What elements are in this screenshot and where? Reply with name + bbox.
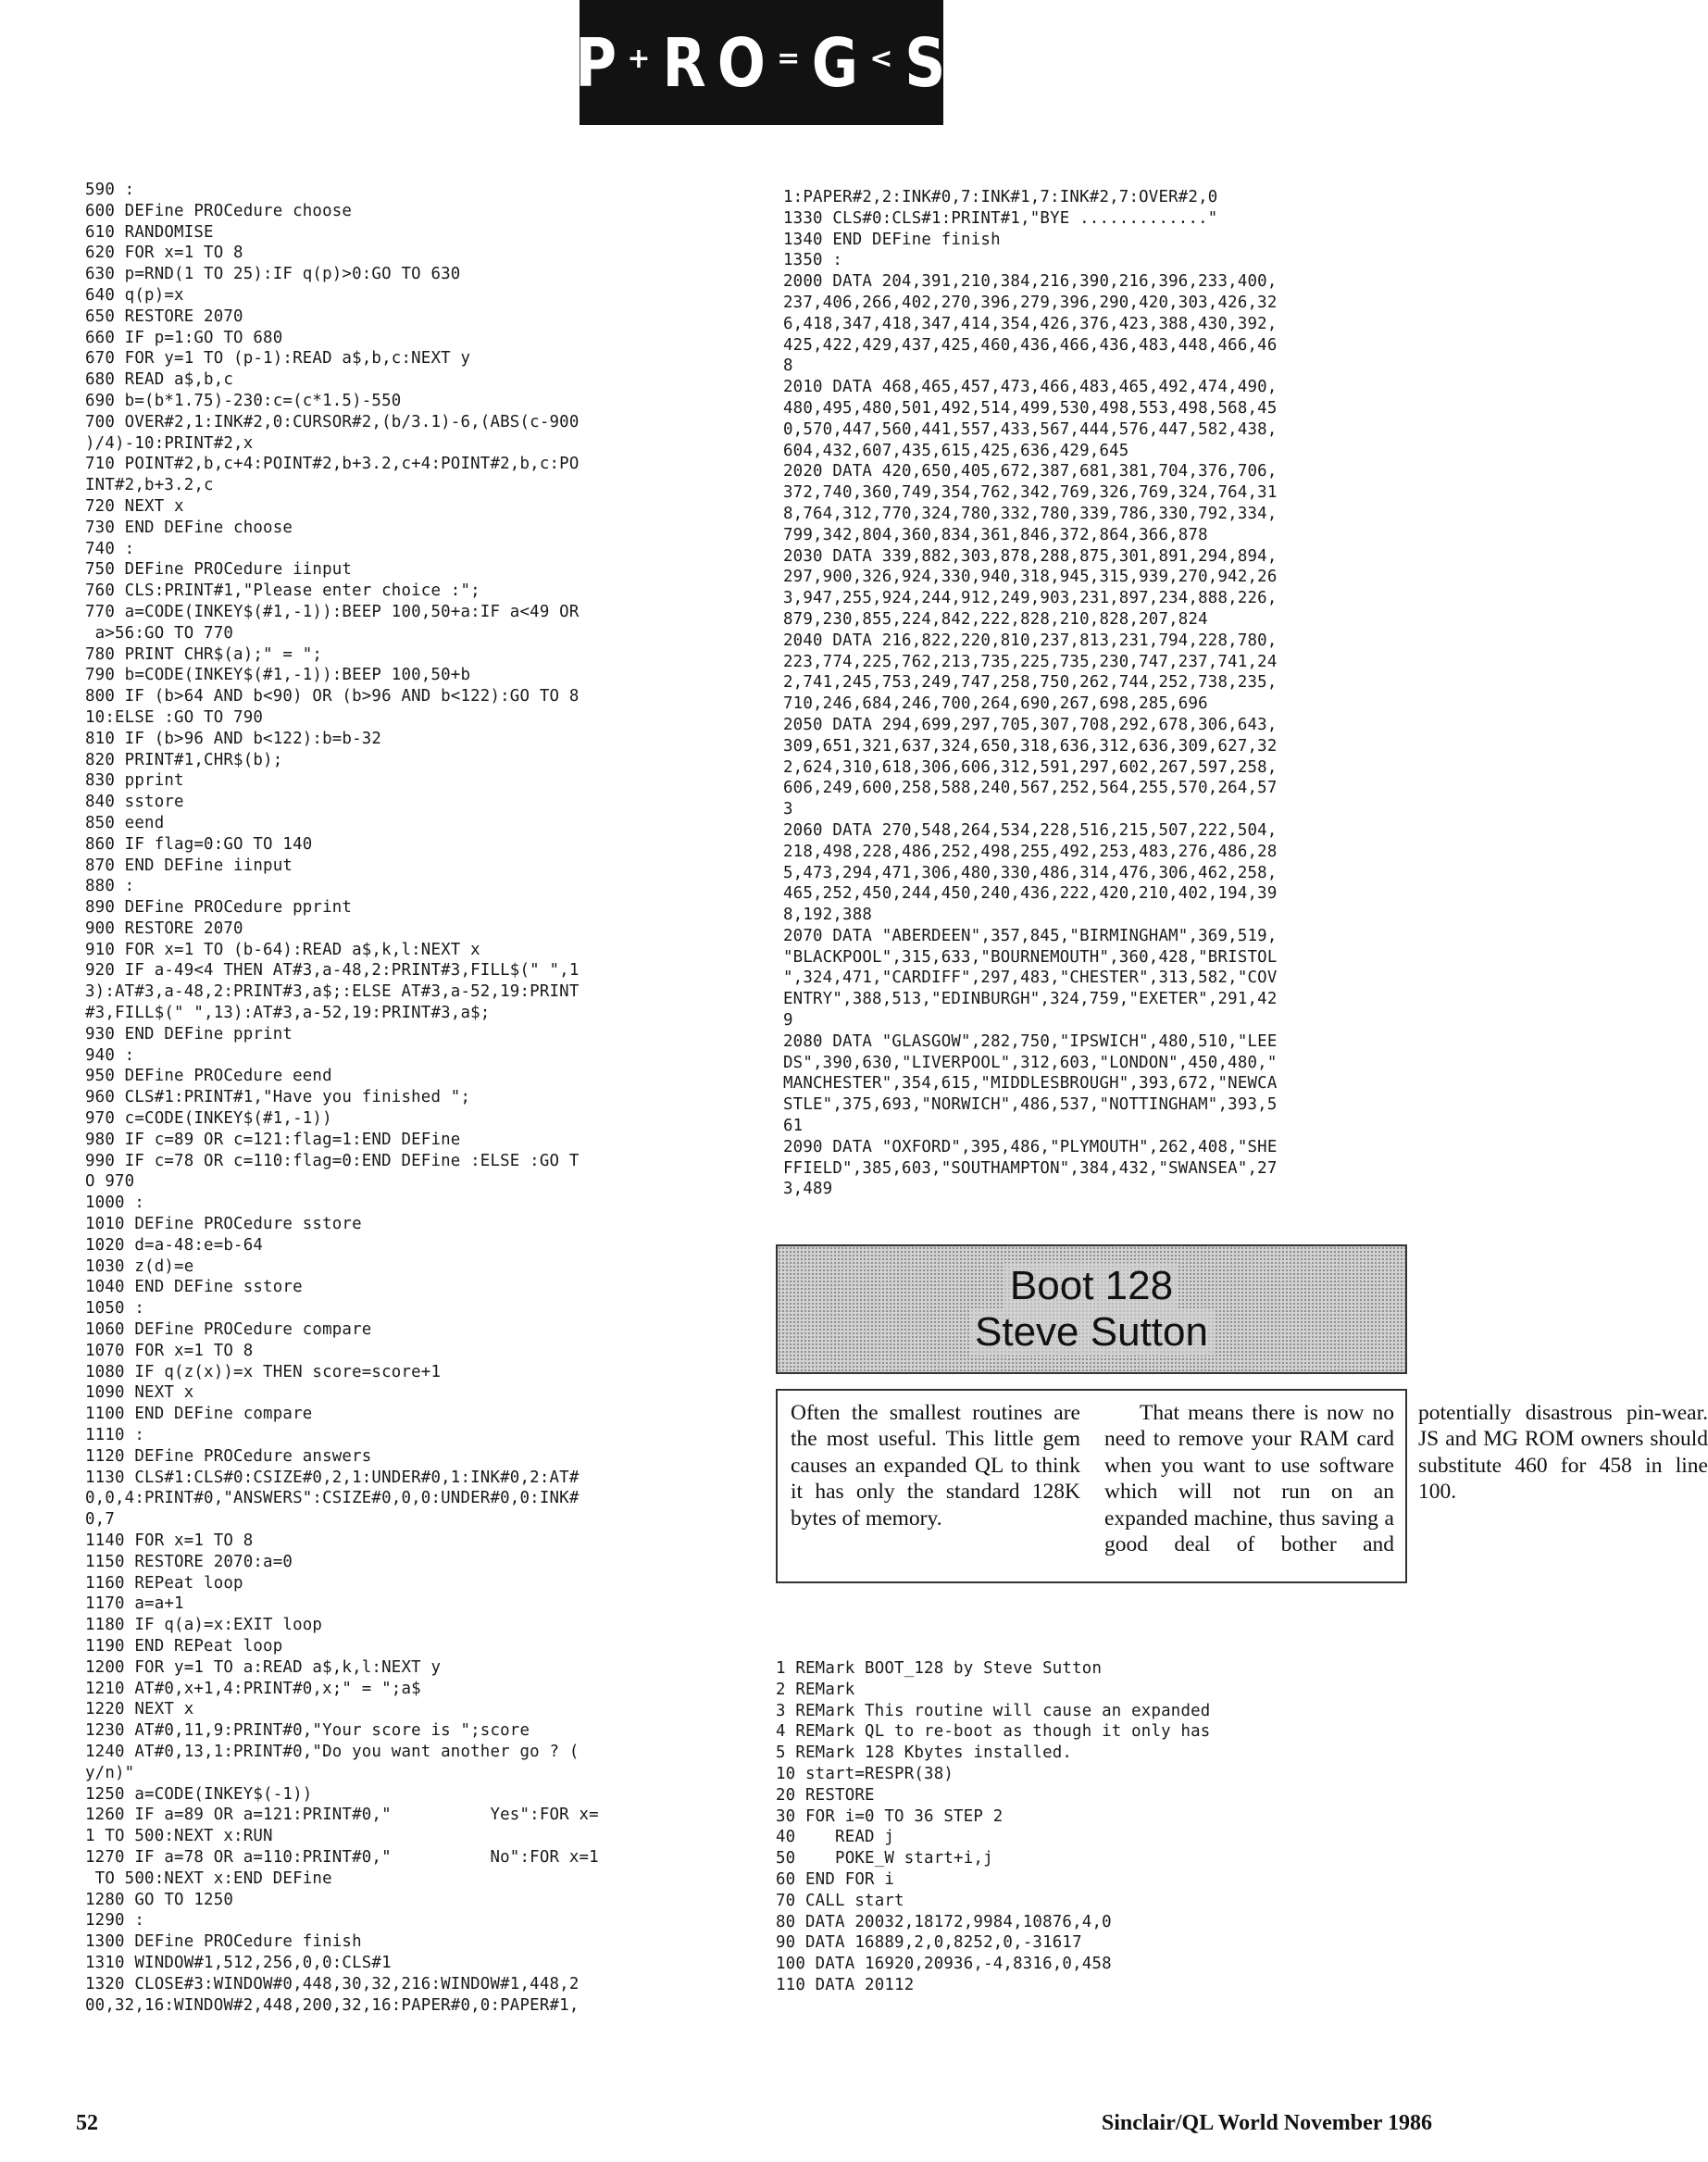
banner-separator: = (777, 43, 804, 75)
banner-separator: + (627, 43, 655, 75)
banner-letter: P (574, 23, 620, 102)
article-paragraph: Often the smallest routines are the most useful. This little gem causes an expanded QL to think it has only the standard 128K bytes of memory. (791, 1401, 1080, 1531)
program-listing-left-column: 590 : 600 DEFine PROCedure choose 610 RANDOMISE 620 FOR x=1 TO 8 630 p=RND(1 TO 25):IF q(p)>0:GO TO 630 640 q(p)=x 650 RESTORE 2070 660 IF p=1:GO TO 680 670 FOR y=1 TO (p-1):READ a$,b,c:NEXT y 680 READ a$,b,c 690 b=(b*1.75)-230:c=(c*1.5)-550 700 OVER#2,1:INK#2,0:CURSOR#2,(b/3.1)-6,(ABS(c-900 )/4)-10:PRINT#2,x 710 POINT#2,b,c+4:POINT#2,b+3.2,c+4:POINT#2,b,c:PO INT#2,b+3.2,c 720 NEXT x 730 END DEFine choose 740 : 750 DEFine PROCedure iinput 760 CLS:PRINT#1,"Please enter choice :"; 770 a=CODE(INKEY$(#1,-1)):BEEP 100,50+a:IF a<49 OR a>56:GO TO 770 780 PRINT CHR$(a);" = "; 790 b=CODE(INKEY$(#1,-1)):BEEP 100,50+b 800 IF (b>64 AND b<90) OR (b>96 AND b<122):GO TO 8 10:ELSE :GO TO 790 810 IF (b>96 AND b<122):b=b-32 820 PRINT#1,CHR$(b); 830 pprint 840 sstore 850 eend 860 IF flag=0:GO TO 140 870 END DEFine iinput 880 : 890 DEFine PROCedure pprint 900 RESTORE 2070 910 FOR x=1 TO (b-64):READ a$,k,l:NEXT x 920 IF a-49<4 THEN AT#3,a-48,2:PRINT#3,FILL$(" ",1 3):AT#3,a-48,2:PRINT#3,a$;:ELSE AT#3,a-52,19:PRINT #3,FILL$(" ",13):AT#3,a-52,19:PRINT#3,a$; 930 END DEFine pprint 940 : 950 DEFine PROCedure eend 960 CLS#1:PRINT#1,"Have you finished "; 970 c=CODE(INKEY$(#1,-1)) 980 IF c=89 OR c=121:flag=1:END DEFine 990 IF c=78 OR c=110:flag=0:END DEFine :ELSE :GO T O 970 1000 : 1010 DEFine PROCedure sstore 1020 d=a-48:e=b-64 1030 z(d)=e 1040 END DEFine sstore 1050 : 1060 DEFine PROCedure compare 1070 FOR x=1 TO 8 1080 IF q(z(x))=x THEN score=score+1 1090 NEXT x 1100 END DEFine compare 1110 : 1120 DEFine PROCedure answers 1130 CLS#1:CLS#0:CSIZE#0,2,1:UNDER#0,1:INK#0,2:AT# 0,0,4:PRINT#0,"ANSWERS":CSIZE#0,0,0:UNDER#0,0:INK# 0,7 1140 FOR x=1 TO 8 1150 RESTORE 2070:a=0 1160 REPeat loop 1170 a=a+1 1180 IF q(a)=x:EXIT loop 1190 END REPeat loop 1200 FOR y=1 TO a:READ a$,k,l:NEXT y 1210 AT#0,x+1,4:PRINT#0,x;" = ";a$ 1220 NEXT x 1230 AT#0,11,9:PRINT#0,"Your score is ";score 1240 AT#0,13,1:PRINT#0,"Do you want another go ? ( y/n)" 1250 a=CODE(INKEY$(-1)) 1260 IF a=89 OR a=121:PRINT#0," Yes":FOR x= 1 TO 500:NEXT x:RUN 1270 IF a=78 OR a=110:PRINT#0," No":FOR x=1 TO 500:NEXT x:END DEFine 1280 GO TO 1250 1290 : 1300 DEFine PROCedure finish 1310 WINDOW#1,512,256,0,0:CLS#1 1320 CLOSE#3:WINDOW#0,448,30,32,216:WINDOW#1,448,2 00,32,16:WINDOW#2,448,200,32,16:PAPER#0,0:PAPER#1, (85, 181, 599, 2015)
banner-letter: G (812, 23, 862, 102)
article-intro-box (776, 1389, 1708, 1583)
banner-letter: S (904, 23, 949, 102)
banner-separator: < (869, 43, 897, 75)
article-author: Steve Sutton (969, 1309, 1214, 1356)
banner-letter: R (661, 23, 709, 102)
article-heading-box (776, 1244, 1407, 1374)
program-listing-right-column: 1:PAPER#2,2:INK#0,7:INK#1,7:INK#2,7:OVER#2,0 1330 CLS#0:CLS#1:PRINT#1,"BYE ............." 1340 END DEFine finish 1350 : 2000 DATA 204,391,210,384,216,390,216,396,233,400, 237,406,266,402,270,396,279,396,290,420,303,426,32 6,418,347,418,347,414,354,426,376,423,388,430,392, 425,422,429,437,425,460,436,466,436,483,448,466,46 8 2010 DATA 468,465,457,473,466,483,465,492,474,490, 480,495,480,501,492,514,499,530,498,553,498,568,45 0,570,447,560,441,557,433,567,444,576,447,582,438, 604,432,607,435,615,425,636,429,645 2020 DATA 420,650,405,672,387,681,381,704,376,706, 372,740,360,749,354,762,342,769,326,769,324,764,31 8,764,312,770,324,780,332,780,339,786,330,792,334, 799,342,804,360,834,361,846,372,864,366,878 2030 DATA 339,882,303,878,288,875,301,891,294,894, 297,900,326,924,330,940,318,945,315,939,270,942,26 3,947,255,924,244,912,249,903,231,897,234,888,226, 879,230,855,224,842,222,828,210,828,207,824 2040 DATA 216,822,220,810,237,813,231,794,228,780, 223,774,225,762,213,735,225,735,230,747,237,741,24 2,741,245,753,249,747,258,750,262,744,252,738,235, 710,246,684,246,700,264,690,267,698,285,696 2050 DATA 294,699,297,705,307,708,292,678,306,643, 309,651,321,637,324,650,318,636,312,636,309,627,32 2,624,310,618,306,606,312,591,297,602,267,597,258, 606,249,600,258,588,240,567,252,564,255,570,264,57 3 2060 DATA 270,548,264,534,228,516,215,507,222,504, 218,498,228,486,252,498,255,492,253,483,276,486,28 5,473,294,471,306,480,330,486,314,476,306,462,258, 465,252,450,244,450,240,436,222,420,210,402,194,39 8,192,388 2070 DATA "ABERDEEN",357,845,"BIRMINGHAM",369,519, "BLACKPOOL",315,633,"BOURNEMOUTH",360,428,"BRISTOL ",324,471,"CARDIFF",297,483,"CHESTER",313,582,"COV ENTRY",388,513,"EDINBURGH",324,759,"EXETER",291,42 9 2080 DATA "GLASGOW",282,750,"IPSWICH",480,510,"LEE DS",390,630,"LIVERPOOL",312,603,"LONDON",450,480," MANCHESTER",354,615,"MIDDLESBROUGH",393,672,"NEWCA STLE",375,693,"NORWICH",486,537,"NOTTINGHAM",393,5 61 2090 DATA "OXFORD",395,486,"PLYMOUTH",262,408,"SHE FFIELD",385,603,"SOUTHAMPTON",384,432,"SWANSEA",27 3,489 (783, 188, 1278, 1199)
banner-letter: O (717, 23, 769, 102)
progs-banner (574, 0, 949, 125)
article-title: Boot 128 (1004, 1263, 1178, 1309)
article-paragraph: That means there is now no need to remove your RAM card when you want to use software which will not run on an expanded machine, thus saving a good deal of bother and potentially disastrous pin-wear. JS and MG ROM owners should substitute 460 for 458 in line 100. (1104, 1401, 1708, 1557)
page-number: 52 (76, 2111, 98, 2135)
magazine-credit: Sinclair/QL World November 1986 (1101, 2111, 1432, 2135)
boot-128-listing: 1 REMark BOOT_128 by Steve Sutton 2 REMark 3 REMark This routine will cause an expanded 4 REMark QL to re-boot as though it only has 5 REMark 128 Kbytes installed. 10 start=RESPR(38) 20 RESTORE 30 FOR i=0 TO 36 STEP 2 40 READ j 50 POKE_W start+i,j 60 END FOR i 70 CALL start 80 DATA 20032,18172,9984,10876,4,0 90 DATA 16889,2,0,8252,0,-31617 100 DATA 16920,20936,-4,8316,0,458 110 DATA 20112 (776, 1659, 1211, 1994)
